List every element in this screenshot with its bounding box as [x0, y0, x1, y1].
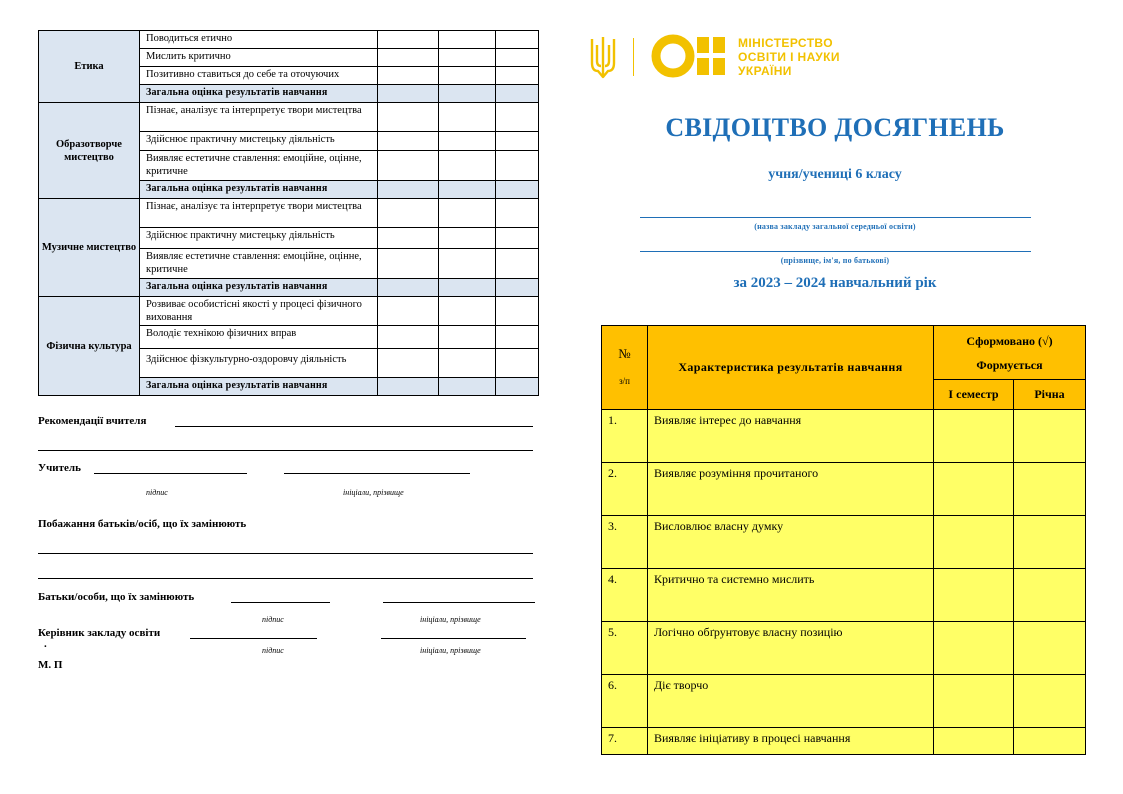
subject-name: Музичне мистецтво: [39, 199, 140, 297]
mark-cell[interactable]: [496, 31, 539, 49]
criterion-cell: Здійснює практичну мистецьку діяльність: [140, 132, 378, 151]
mark-cell[interactable]: [496, 297, 539, 326]
criterion-cell: Володіє технікою фізичних вправ: [140, 326, 378, 349]
mark-cell[interactable]: [439, 85, 496, 103]
criterion-cell: Пізнає, аналізує та інтерпретує твори мистецтва: [140, 103, 378, 132]
mark-cell[interactable]: [496, 199, 539, 228]
signature-caption: підпис: [262, 646, 284, 655]
forming-header: Формується: [976, 357, 1043, 372]
signature-caption: підпис: [146, 488, 168, 497]
mark-cell[interactable]: [439, 279, 496, 297]
teacher-recommendations-line[interactable]: [175, 426, 533, 427]
director-signature-line[interactable]: [190, 638, 317, 639]
row-characteristic: Виявляє ініціативу в процесі навчання: [648, 728, 934, 755]
teacher-recommendations-line-2[interactable]: [38, 450, 533, 451]
semester-1-cell[interactable]: [934, 516, 1014, 569]
subject-assessment-table: [38, 30, 539, 396]
annual-header: Річна: [1014, 380, 1086, 410]
teacher-signature-line[interactable]: [94, 473, 247, 474]
director-name-line[interactable]: [381, 638, 526, 639]
parents-wishes-line-1[interactable]: [38, 553, 533, 554]
mark-cell[interactable]: [378, 249, 439, 279]
row-characteristic: Висловлює власну думку: [648, 516, 934, 569]
parents-wishes-line-2[interactable]: [38, 578, 533, 579]
semester-1-cell[interactable]: [934, 728, 1014, 755]
total-label: Загальна оцінка результатів навчання: [140, 85, 378, 103]
school-name-caption: (назва закладу загальної середньої освіти): [754, 222, 916, 231]
annual-cell[interactable]: [1014, 463, 1086, 516]
mark-cell[interactable]: [496, 85, 539, 103]
mark-cell[interactable]: [439, 132, 496, 151]
director-label: Керівник закладу освіти: [38, 627, 161, 639]
parents-wishes-label: Побажання батьків/осіб, що їх замінюють: [38, 518, 247, 530]
student-name-line[interactable]: [640, 251, 1031, 252]
mark-cell[interactable]: [496, 349, 539, 378]
row-number: 5.: [602, 622, 648, 675]
teacher-label: Учитель: [38, 462, 81, 474]
criterion-cell: Мислить критично: [140, 49, 378, 67]
semester-1-cell[interactable]: [934, 569, 1014, 622]
initials-caption: ініціали, прізвище: [343, 488, 404, 497]
annual-cell[interactable]: [1014, 728, 1086, 755]
ministry-line: ОСВІТИ І НАУКИ: [738, 50, 840, 64]
mark-cell[interactable]: [439, 103, 496, 132]
mark-cell[interactable]: [378, 31, 439, 49]
teacher-recommendations-label: Рекомендації вчителя: [38, 415, 147, 427]
criterion-cell: Пізнає, аналізує та інтерпретує твори мистецтва: [140, 199, 378, 228]
formed-header: Сформовано (√): [966, 333, 1053, 348]
mark-cell[interactable]: [378, 103, 439, 132]
subject-name: Фізична культура: [39, 297, 140, 396]
status-header: [934, 326, 1086, 380]
initials-caption: ініціали, прізвище: [420, 615, 481, 624]
mark-cell[interactable]: [496, 228, 539, 249]
criterion-cell: Виявляє естетичне ставлення: емоційне, оцінне, критичне: [140, 151, 378, 181]
mark-cell[interactable]: [378, 279, 439, 297]
mark-cell[interactable]: [439, 326, 496, 349]
certificate-subtitle: учня/учениці 6 класу: [768, 167, 902, 182]
criterion-cell: Розвиває особистісні якості у процесі фізичного виховання: [140, 297, 378, 326]
number-header-sub: з/п: [619, 376, 630, 386]
criterion-cell: Позитивно ставиться до себе та оточуючих: [140, 67, 378, 85]
annual-cell[interactable]: [1014, 569, 1086, 622]
school-name-line[interactable]: [640, 217, 1031, 218]
logo-divider: [633, 38, 634, 76]
student-name-caption: (прізвище, ім'я, по батькові): [780, 256, 890, 265]
mark-cell[interactable]: [439, 151, 496, 181]
mark-cell[interactable]: [439, 181, 496, 199]
subject-name: Образотворче мистецтво: [39, 103, 140, 199]
initials-caption: ініціали, прізвище: [420, 646, 481, 655]
mark-cell[interactable]: [439, 378, 496, 396]
row-number: 3.: [602, 516, 648, 569]
criterion-cell: Поводиться етично: [140, 31, 378, 49]
certificate-title: СВІДОЦТВО ДОСЯГНЕНЬ: [665, 113, 1005, 142]
criterion-cell: Виявляє естетичне ставлення: емоційне, оцінне, критичне: [140, 249, 378, 279]
annual-cell[interactable]: [1014, 622, 1086, 675]
mark-cell[interactable]: [439, 49, 496, 67]
number-header-symbol: №: [618, 346, 631, 361]
annual-cell[interactable]: [1014, 516, 1086, 569]
mark-cell[interactable]: [378, 228, 439, 249]
mark-cell[interactable]: [378, 349, 439, 378]
mark-cell[interactable]: [439, 228, 496, 249]
mark-cell[interactable]: [378, 132, 439, 151]
row-number: 4.: [602, 569, 648, 622]
subject-name: Етика: [39, 31, 140, 103]
signature-caption: підпис: [262, 615, 284, 624]
parents-name-line[interactable]: [383, 602, 535, 603]
teacher-name-line[interactable]: [284, 473, 470, 474]
parents-label: Батьки/особи, що їх замінюють: [38, 591, 195, 603]
mark-cell[interactable]: [496, 378, 539, 396]
total-label: Загальна оцінка результатів навчання: [140, 279, 378, 297]
characteristic-header: Характеристика результатів навчання: [648, 326, 934, 410]
semester-1-cell[interactable]: [934, 463, 1014, 516]
row-number: 2.: [602, 463, 648, 516]
coat-of-arms-icon: [588, 35, 618, 79]
ministry-logo-icon: [651, 34, 729, 78]
mark-cell[interactable]: [496, 151, 539, 181]
mark-cell[interactable]: [378, 378, 439, 396]
semester-1-header: І семестр: [934, 380, 1014, 410]
criterion-cell: Здійснює фізкультурно-оздоровчу діяльність: [140, 349, 378, 378]
mark-cell[interactable]: [378, 181, 439, 199]
mark-cell[interactable]: [439, 67, 496, 85]
row-number: 6.: [602, 675, 648, 728]
annual-cell[interactable]: [1014, 410, 1086, 463]
annual-cell[interactable]: [1014, 675, 1086, 728]
mark-cell[interactable]: [378, 49, 439, 67]
mark-cell[interactable]: [378, 151, 439, 181]
mark-cell[interactable]: [378, 199, 439, 228]
semester-1-cell[interactable]: [934, 675, 1014, 728]
mark-cell[interactable]: [378, 326, 439, 349]
mark-cell[interactable]: [496, 49, 539, 67]
semester-1-cell[interactable]: [934, 622, 1014, 675]
mark-cell[interactable]: [496, 279, 539, 297]
mark-cell[interactable]: [496, 249, 539, 279]
row-number: 1.: [602, 410, 648, 463]
stamp-label: М. П: [38, 659, 63, 671]
semester-1-cell[interactable]: [934, 410, 1014, 463]
mark-cell[interactable]: [496, 132, 539, 151]
total-label: Загальна оцінка результатів навчання: [140, 378, 378, 396]
mark-cell[interactable]: [496, 326, 539, 349]
achievements-table: [601, 325, 1086, 755]
ministry-line: МІНІСТЕРСТВО: [738, 36, 833, 50]
mark-cell[interactable]: [496, 67, 539, 85]
mark-cell[interactable]: [378, 297, 439, 326]
number-header: [602, 326, 648, 410]
ministry-name: [738, 36, 840, 78]
row-characteristic: Виявляє інтерес до навчання: [648, 410, 934, 463]
row-characteristic: Виявляє розуміння прочитаного: [648, 463, 934, 516]
mark-cell[interactable]: [439, 31, 496, 49]
mark-cell[interactable]: [439, 249, 496, 279]
row-characteristic: Критично та системно мислить: [648, 569, 934, 622]
mark-cell[interactable]: [439, 349, 496, 378]
mark-cell[interactable]: [378, 67, 439, 85]
row-characteristic: Логічно обґрунтовує власну позицію: [648, 622, 934, 675]
mark-cell[interactable]: [378, 85, 439, 103]
total-label: Загальна оцінка результатів навчання: [140, 181, 378, 199]
mark-cell[interactable]: [439, 199, 496, 228]
ministry-line: УКРАЇНИ: [738, 64, 792, 78]
dot-mark: .: [44, 638, 47, 650]
criterion-cell: Здійснює практичну мистецьку діяльність: [140, 228, 378, 249]
row-number: 7.: [602, 728, 648, 755]
row-characteristic: Діє творчо: [648, 675, 934, 728]
mark-cell[interactable]: [496, 103, 539, 132]
parents-signature-line[interactable]: [231, 602, 330, 603]
mark-cell[interactable]: [439, 297, 496, 326]
mark-cell[interactable]: [496, 181, 539, 199]
academic-year: за 2023 – 2024 навчальний рік: [733, 275, 937, 291]
